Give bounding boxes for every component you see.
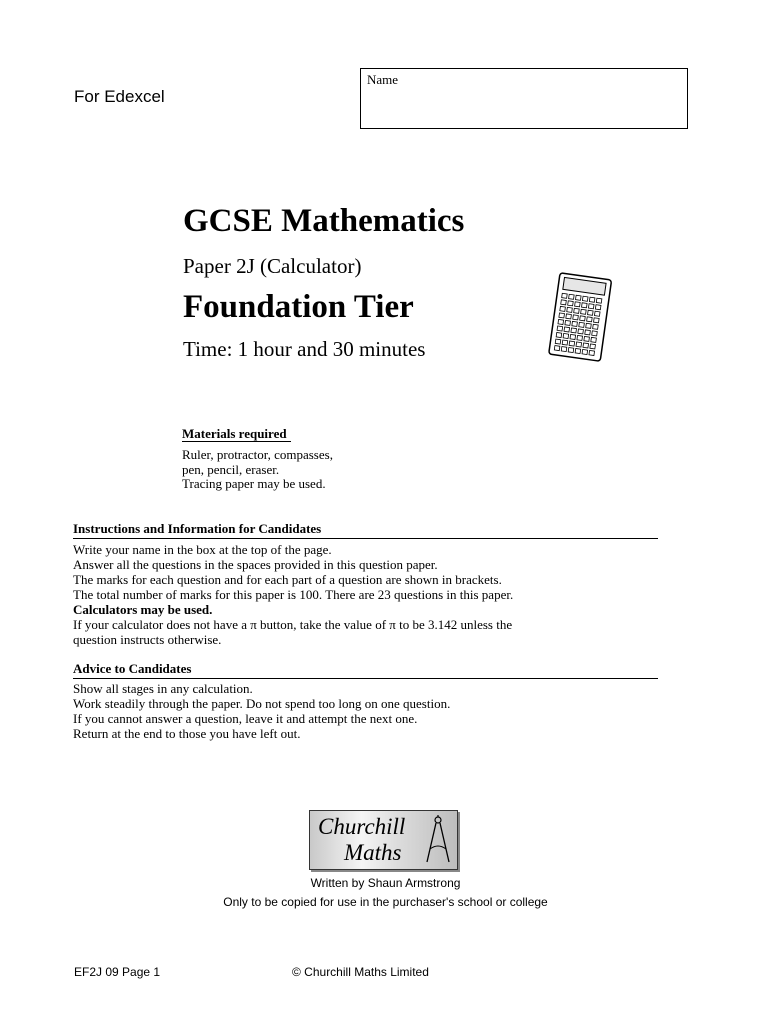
advice-line: Return at the end to those you have left out. bbox=[73, 726, 301, 741]
calculator-key bbox=[576, 342, 582, 347]
advice-line: Work steadily through the paper. Do not spend too long on one question. bbox=[73, 696, 451, 711]
calculator-key bbox=[568, 348, 574, 353]
compass-icon bbox=[424, 815, 452, 865]
calculator-key bbox=[573, 315, 579, 320]
calculator-key bbox=[580, 316, 586, 321]
logo-text-line1: Churchill bbox=[318, 814, 406, 839]
calculator-key bbox=[588, 304, 594, 309]
name-field-box[interactable] bbox=[360, 68, 688, 129]
calculator-key bbox=[558, 319, 564, 324]
calculator-key bbox=[561, 347, 567, 352]
calculator-key bbox=[575, 349, 581, 354]
calculator-key bbox=[562, 293, 568, 298]
calculator-key bbox=[588, 310, 594, 315]
calculator-key bbox=[592, 331, 598, 336]
footer-copyright: © Churchill Maths Limited bbox=[292, 965, 429, 979]
instruction-line: Write your name in the box at the top of the page. bbox=[73, 542, 332, 557]
calculator-key bbox=[594, 318, 600, 323]
calculator-key bbox=[572, 321, 578, 326]
calculator-key bbox=[578, 329, 584, 334]
author-credit: Written by Shaun Armstrong bbox=[310, 876, 461, 890]
calculator-key bbox=[574, 308, 580, 313]
calculator-key bbox=[557, 326, 563, 331]
calculator-key bbox=[576, 295, 582, 300]
exam-board-label: For Edexcel bbox=[74, 87, 165, 106]
calculator-key bbox=[591, 337, 597, 342]
calculator-key bbox=[562, 340, 568, 345]
materials-list bbox=[182, 448, 333, 492]
calculator-key bbox=[561, 300, 567, 305]
logo-text-line2: Maths bbox=[344, 840, 402, 865]
calculator-key bbox=[584, 336, 590, 341]
instruction-line: If your calculator does not have a π button, take the value of π to be 3.142 unless the bbox=[73, 617, 513, 632]
calculator-key bbox=[589, 350, 595, 355]
calculator-key bbox=[585, 330, 591, 335]
calculator-key bbox=[579, 322, 585, 327]
advice-body bbox=[73, 681, 673, 741]
calculator-key bbox=[586, 323, 592, 328]
calculator-key bbox=[560, 306, 566, 311]
calculator-key bbox=[575, 302, 581, 307]
name-field-label: Name bbox=[367, 72, 399, 87]
calculator-key bbox=[567, 307, 573, 312]
calculator-key bbox=[589, 297, 595, 302]
instruction-line: question instructs otherwise. bbox=[73, 632, 222, 647]
materials-item: Tracing paper may be used. bbox=[182, 476, 326, 491]
materials-item: pen, pencil, eraser. bbox=[182, 461, 280, 477]
calculator-key bbox=[565, 320, 571, 325]
instruction-line: Answer all the questions in the spaces provided in this question paper. bbox=[73, 557, 438, 572]
calculator-key bbox=[570, 334, 576, 339]
calculator-key bbox=[569, 341, 575, 346]
calculator-key bbox=[590, 344, 596, 349]
calculator-key bbox=[587, 317, 593, 322]
paper-subtitle: Paper 2J (Calculator) bbox=[183, 254, 362, 278]
calculator-key bbox=[595, 305, 601, 310]
materials-heading: Materials required bbox=[182, 426, 291, 442]
calculator-key bbox=[555, 339, 561, 344]
instruction-line: The marks for each question and for each part of a question are shown in brackets. bbox=[73, 572, 502, 587]
calculator-key bbox=[581, 309, 587, 314]
calculator-key bbox=[568, 301, 574, 306]
calculator-key bbox=[564, 327, 570, 332]
materials-item: Ruler, protractor, compasses, bbox=[182, 447, 333, 462]
advice-line: If you cannot answer a question, leave it and attempt the next one. bbox=[73, 711, 418, 726]
copying-notice: Only to be copied for use in the purchaser's school or college bbox=[223, 895, 548, 909]
calculator-key bbox=[571, 328, 577, 333]
calculator-key bbox=[583, 343, 589, 348]
calculator-key bbox=[582, 303, 588, 308]
instructions-heading: Instructions and Information for Candidates bbox=[73, 521, 658, 539]
instruction-line: The total number of marks for this paper is 100. There are 23 questions in this paper. bbox=[73, 587, 514, 602]
calculator-key bbox=[569, 294, 575, 299]
calculator-key bbox=[563, 333, 569, 338]
calculator-key bbox=[594, 311, 600, 316]
time-allowed: Time: 1 hour and 30 minutes bbox=[183, 337, 426, 361]
advice-line: Show all stages in any calculation. bbox=[73, 681, 253, 696]
calculator-key bbox=[596, 298, 602, 303]
calculator-key bbox=[582, 296, 588, 301]
advice-heading: Advice to Candidates bbox=[73, 661, 658, 679]
calculator-key bbox=[577, 335, 583, 340]
footer-page-code: EF2J 09 Page 1 bbox=[74, 965, 161, 979]
calculator-key bbox=[566, 314, 572, 319]
churchill-maths-logo bbox=[309, 810, 458, 870]
page-title: GCSE Mathematics bbox=[183, 203, 465, 239]
instruction-line-calculators: Calculators may be used. bbox=[73, 602, 213, 617]
calculator-key bbox=[582, 349, 588, 354]
calculator-key bbox=[554, 346, 560, 351]
calculator-key bbox=[556, 333, 562, 338]
calculator-key bbox=[559, 313, 565, 318]
calculator-key bbox=[593, 324, 599, 329]
calculator-icon bbox=[540, 270, 620, 365]
instructions-body bbox=[73, 542, 673, 647]
tier-title: Foundation Tier bbox=[183, 289, 414, 325]
